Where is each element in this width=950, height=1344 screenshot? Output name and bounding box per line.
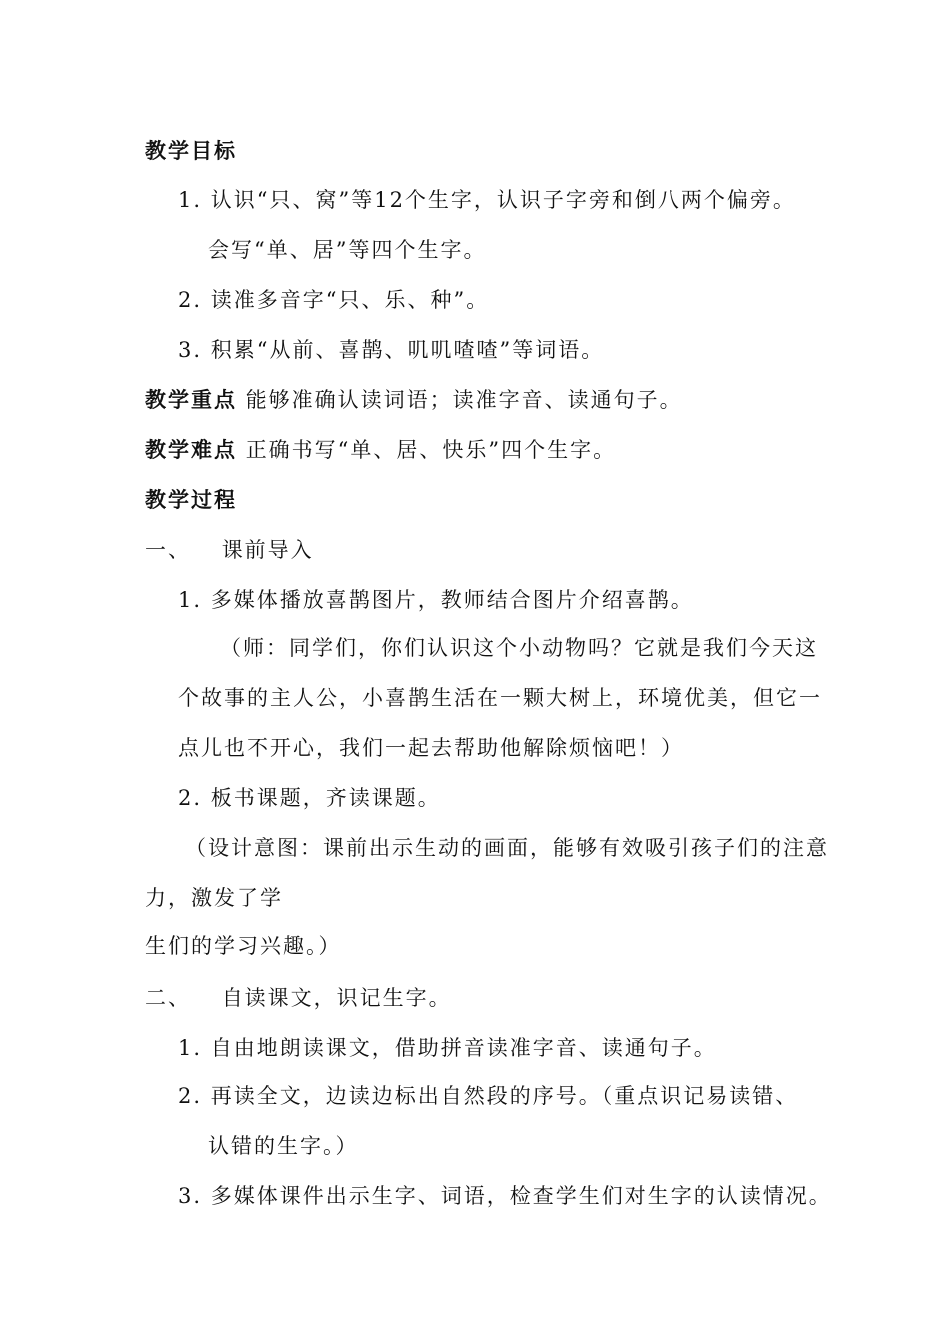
part2-item-2 xyxy=(178,1082,798,1110)
item-text: 再读全文，边读边标出自然段的序号。（重点识记易读错、 xyxy=(210,1084,799,1108)
objective-text: 读准多音字“只、乐、种”。 xyxy=(210,288,490,312)
design-note-line-3: 生们的学习兴趣。） xyxy=(145,934,342,958)
part2-heading xyxy=(145,984,452,1012)
objective-item-2 xyxy=(178,286,489,314)
part2-title: 自读课文，识记生字。 xyxy=(221,986,452,1010)
objective-item-3 xyxy=(178,336,604,364)
objective-item-1 xyxy=(178,186,796,214)
difficulties xyxy=(145,436,616,464)
teacher-note-line-2: 个故事的主人公，小喜鹊生活在一颗大树上，环境优美，但它一 xyxy=(178,686,822,710)
teacher-note-line-1: （师：同学们，你们认识这个小动物吗？它就是我们今天这 xyxy=(220,636,818,660)
item-number: 1. xyxy=(178,588,203,612)
item-text: 多媒体播放喜鹊图片，教师结合图片介绍喜鹊。 xyxy=(210,588,694,612)
part2-item-3 xyxy=(178,1182,832,1210)
key-points xyxy=(145,386,683,414)
design-note-line-2: 力，激发了学 xyxy=(145,886,283,910)
teacher-note-line-3: 点儿也不开心，我们一起去帮助他解除烦恼吧！） xyxy=(178,736,684,760)
item-number: 2. xyxy=(178,786,203,810)
objective-item-1-continued: 会写“单、居”等四个生字。 xyxy=(208,238,487,262)
item-number: 3. xyxy=(178,1184,203,1208)
part1-item-2 xyxy=(178,784,441,812)
item-text: 板书课题，齐读课题。 xyxy=(210,786,441,810)
objective-text: 认识“只、窝”等12个生字，认识子字旁和倒八两个偏旁。 xyxy=(210,188,796,212)
difficulties-label: 教学难点 xyxy=(145,437,237,462)
item-number: 2. xyxy=(178,1084,203,1108)
difficulties-text: 正确书写“单、居、快乐”四个生字。 xyxy=(245,438,617,462)
part1-heading xyxy=(145,536,314,564)
item-text: 多媒体课件出示生字、词语，检查学生们对生字的认读情况。 xyxy=(210,1184,832,1208)
part1-item-1 xyxy=(178,586,694,614)
part1-number: 一、 xyxy=(145,538,191,562)
item-number: 1. xyxy=(178,1036,203,1060)
design-note-line-1: （设计意图：课前出示生动的画面，能够有效吸引孩子们的注意 xyxy=(185,836,829,860)
item-text: 自由地朗读课文，借助拼音读准字音、读通句子。 xyxy=(210,1036,717,1060)
process-heading: 教学过程 xyxy=(145,487,237,512)
objective-number: 1. xyxy=(178,188,203,212)
objectives-heading: 教学目标 xyxy=(145,138,237,163)
part2-item-1 xyxy=(178,1034,717,1062)
objective-number: 2. xyxy=(178,288,203,312)
objective-number: 3. xyxy=(178,338,203,362)
key-points-text: 能够准确认读词语；读准字音、读通句子。 xyxy=(245,388,683,412)
part2-item-2-continued: 认错的生字。） xyxy=(208,1134,359,1158)
objective-text: 积累“从前、喜鹊、叽叽喳喳”等词语。 xyxy=(210,338,605,362)
part1-title: 课前导入 xyxy=(221,538,314,562)
key-points-label: 教学重点 xyxy=(145,387,237,412)
part2-number: 二、 xyxy=(145,986,191,1010)
